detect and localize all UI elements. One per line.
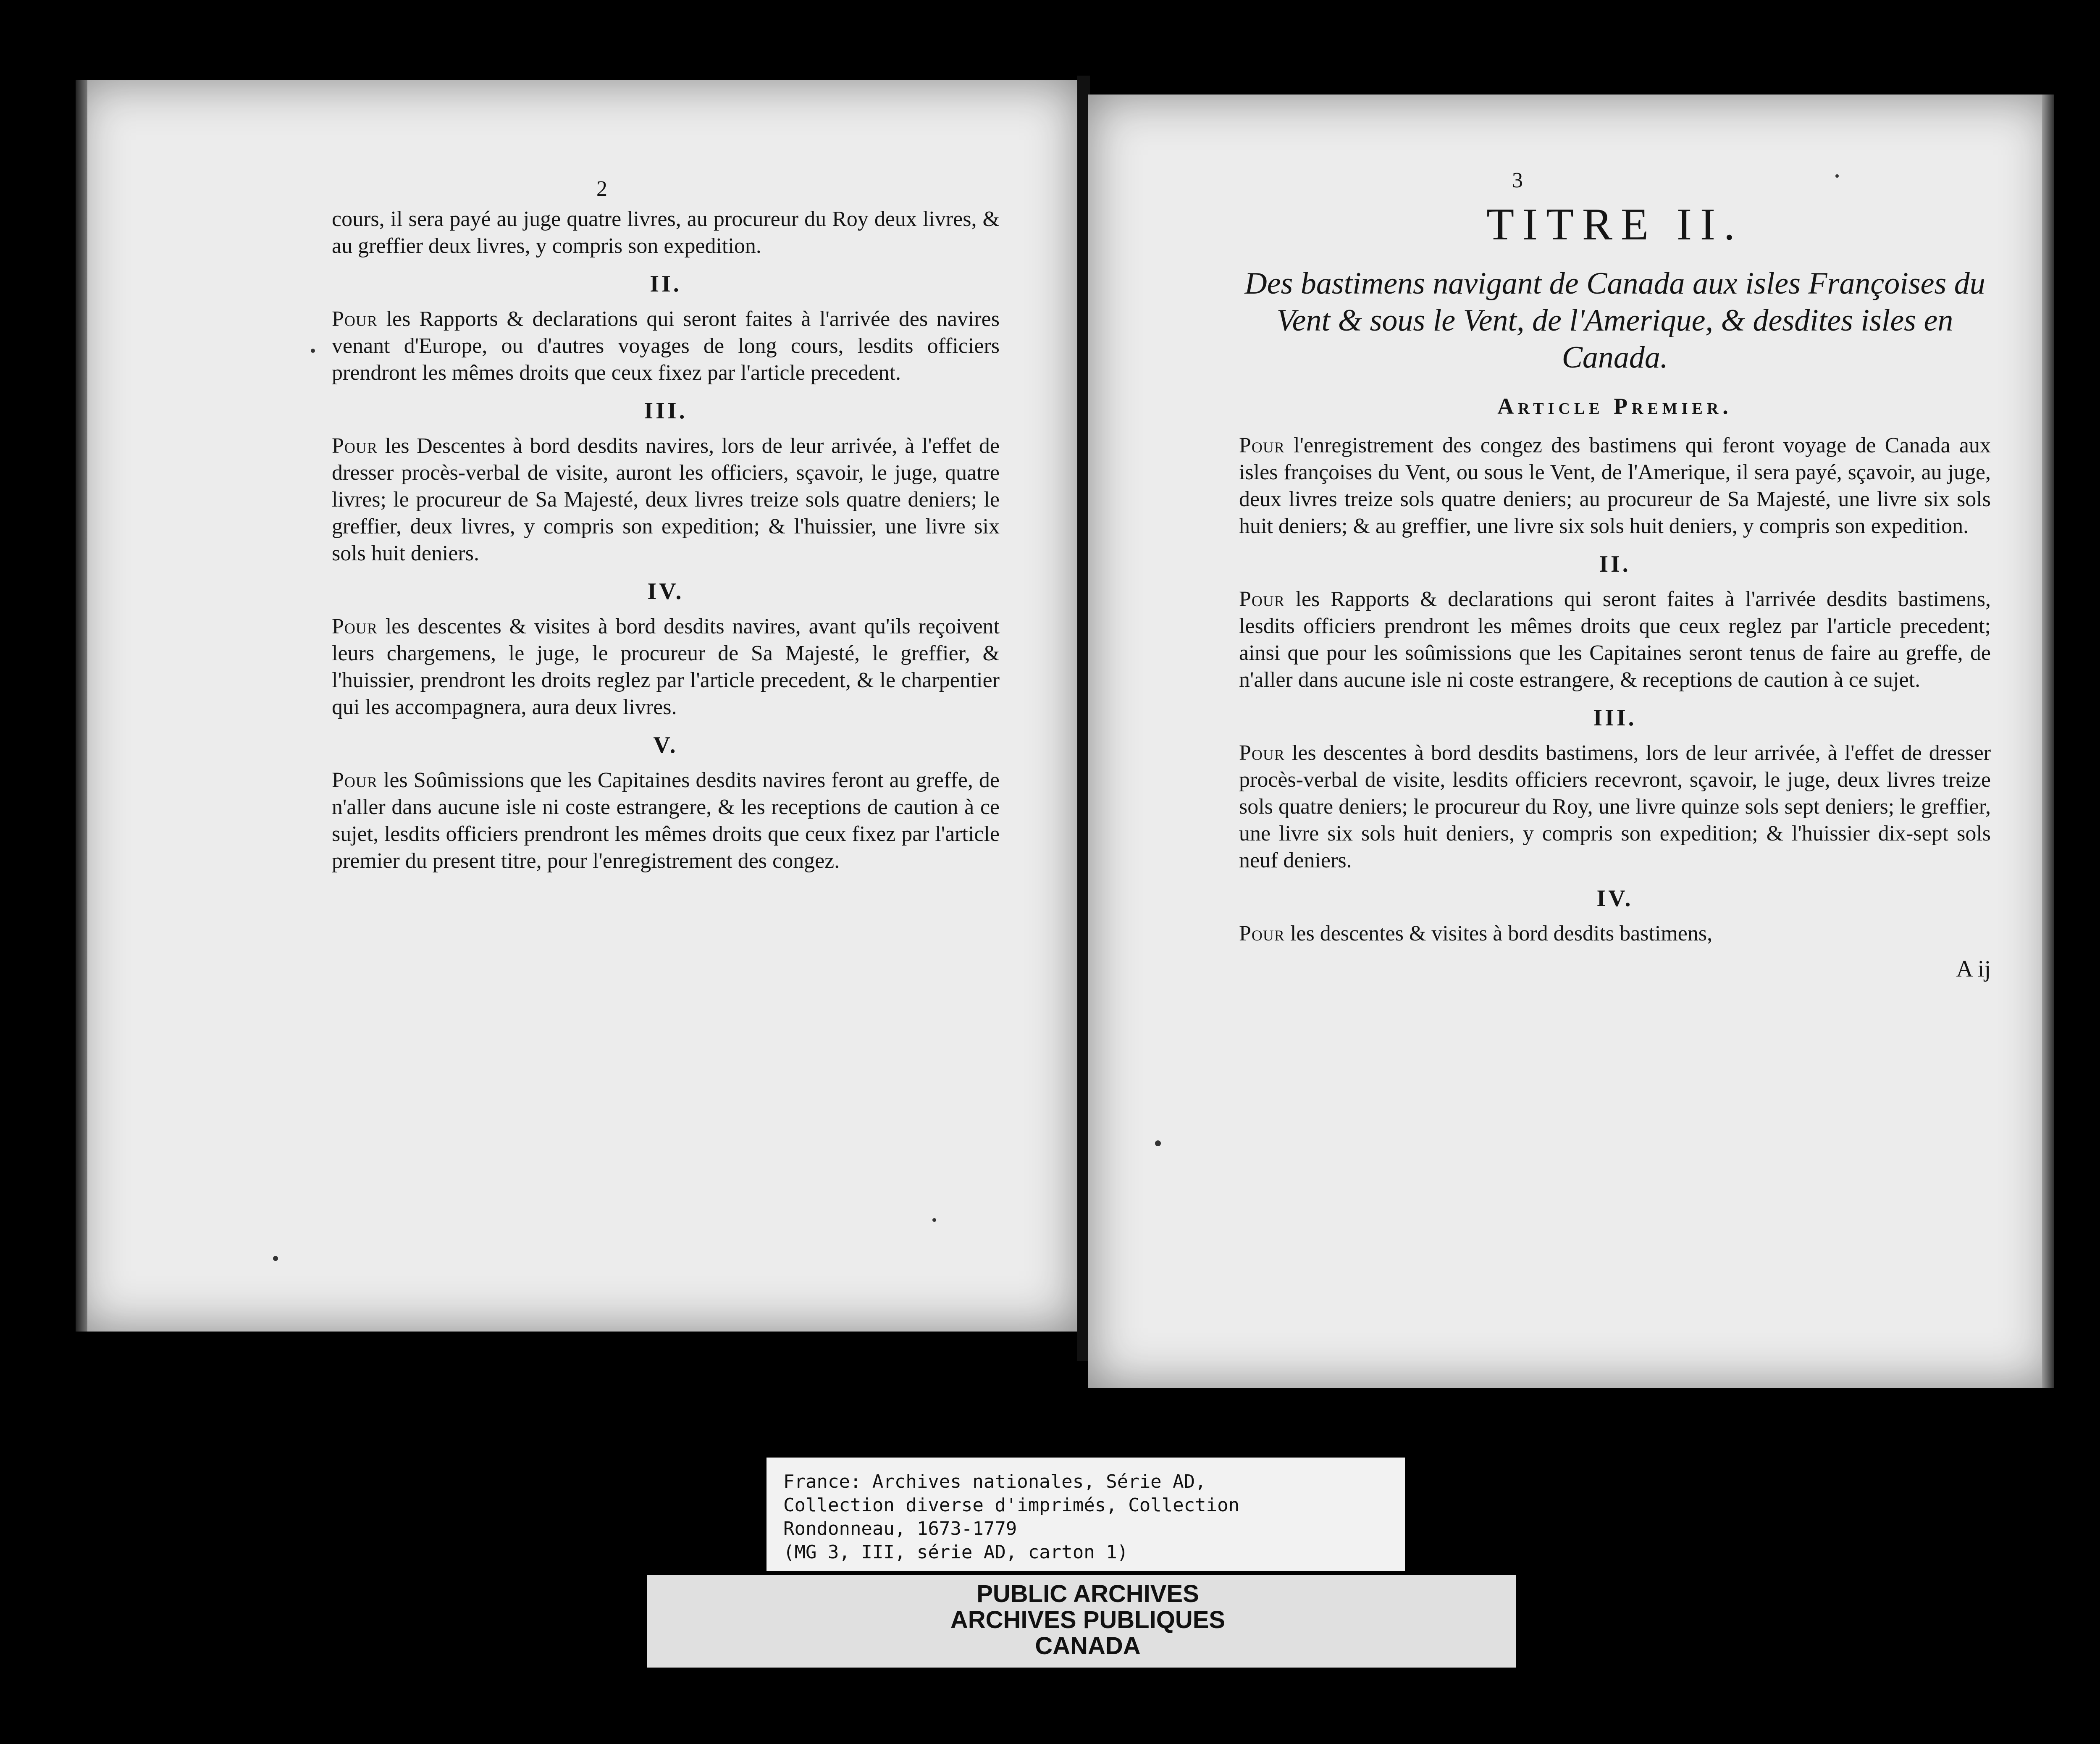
section-numeral: V. (653, 732, 678, 758)
paragraph-lead: Pour (1239, 922, 1285, 946)
article-paragraph (1239, 432, 1991, 540)
paragraph-lead: Pour (332, 307, 378, 331)
paragraph-lead: Pour (332, 768, 378, 792)
page-edge (2042, 95, 2054, 1388)
paragraph-text: les Soûmissions que les Capitaines desdits navires feront au greffe, de n'aller dans aucune isle ni coste estrangere, & les receptions de caution à ce sujet, lesdits officiers prendront les mêmes droits que ceux fixez par l'article premier du present titre, pour l'enregistrement des congez. (332, 768, 1000, 873)
paragraph-lead: Pour (1239, 587, 1285, 611)
paragraph-lead: Pour (332, 434, 378, 458)
stamp-line: CANADA (1035, 1632, 1141, 1660)
section-numeral: III. (644, 398, 688, 424)
stamp-line: PUBLIC ARCHIVES (976, 1580, 1199, 1607)
page-title: TITRE II. (1486, 200, 1743, 250)
paragraph-lead: Pour (1239, 433, 1285, 457)
archive-label-line: Rondonneau, 1673-1779 (783, 1518, 1017, 1539)
section-numeral: IV. (1596, 885, 1633, 911)
section-paragraph (332, 306, 1000, 386)
page-subtitle: Des bastimens navigant de Canada aux isles Françoises du Vent & sous le Vent, de l'Amerique, & desdites isles en Canada. (1244, 266, 1985, 375)
ink-speck (273, 1256, 278, 1261)
paragraph-lead: Pour (332, 615, 378, 638)
right-page-text (1239, 200, 1991, 982)
right-page (1088, 95, 2054, 1388)
section-numeral: IV. (647, 578, 684, 604)
ink-speck (932, 1218, 936, 1222)
archive-label-line: France: Archives nationales, Série AD, (783, 1471, 1206, 1492)
paragraph-lead: Pour (1239, 741, 1285, 765)
ink-speck (1155, 1140, 1161, 1146)
article-heading: Article Premier. (1497, 394, 1732, 419)
archive-label-line: (MG 3, III, série AD, carton 1) (783, 1542, 1129, 1563)
paragraph-text: les descentes à bord desdits bastimens, lors de leur arrivée, à l'effet de dresser procès-verbal de visite, lesdits officiers recevront, sçavoir, le juge, deux livres treize sols quatre deniers; le procureur du Roy, une livre quinze sols sept deniers; le greffier, une livre six sols huit deniers, y compris son expedition; & l'huissier dix-sept sols neuf deniers. (1239, 741, 1991, 872)
section-numeral: III. (1593, 705, 1637, 731)
paragraph-text: les Rapports & declarations qui seront faites à l'arrivée desdits bastimens, lesdits officiers prendront les mêmes droits que ceux reglez par l'article precedent; ainsi que pour les soûmissions que les Capitaines seront tenus de faire au greffe, de n'aller dans aucune isle ni coste estrangere, & receptions de caution à ce sujet. (1239, 587, 1991, 692)
archive-label-line: Collection diverse d'imprimés, Collection (783, 1494, 1240, 1516)
paragraph-text: l'enregistrement des congez des bastimens qui feront voyage de Canada aux isles françoises du Vent, ou sous le Vent, de l'Amerique, il sera payé, sçavoir, au juge, deux livres treize sols quatre deniers; au procureur de Sa Majesté, une livre six sols huit deniers; & au greffier, une livre six sols huit deniers, y compris son expedition. (1239, 433, 1991, 538)
section-paragraph (1239, 740, 1991, 874)
archive-label (766, 1458, 1405, 1571)
stamp-line: ARCHIVES PUBLIQUES (950, 1606, 1226, 1634)
paragraph-text: les Rapports & declarations qui seront faites à l'arrivée des navires venant d'Europe, ou d'autres voyages de long cours, lesdits officiers prendront les mêmes droits que ceux fixez par l'article precedent. (332, 307, 1000, 385)
page-number: 3 (1512, 168, 1523, 192)
signature-mark: A ij (1956, 956, 1991, 982)
archive-stamp-text (886, 1575, 1289, 1668)
left-page-text (332, 206, 1000, 885)
paragraph-text: les descentes & visites à bord desdits bastimens, (1290, 922, 1713, 946)
left-page (76, 80, 1079, 1332)
paragraph-text: les Descentes à bord desdits navires, lors de leur arrivée, à l'effet de dresser procès-verbal de visite, auront les officiers, sçavoir, le juge, quatre livres; le procureur de Sa Majesté, deux livres treize sols quatre deniers; le greffier, deux livres, y compris son expedition; & l'huissier, une livre six sols huit deniers. (332, 434, 1000, 565)
paragraph-text: les descentes & visites à bord desdits navires, avant qu'ils reçoivent leurs chargemens, le juge, le procureur de Sa Majesté, le greffier, & l'huissier, prendront les droits reglez par l'article precedent, & le charpentier qui les accompagnera, aura deux livres. (332, 615, 1000, 719)
ink-speck (311, 349, 315, 353)
section-paragraph (332, 613, 1000, 721)
ink-speck (1835, 174, 1839, 178)
section-paragraph (1239, 586, 1991, 693)
page-edge (76, 80, 87, 1332)
section-paragraph (332, 767, 1000, 875)
section-paragraph (332, 433, 1000, 567)
section-paragraph (1239, 920, 1991, 947)
section-numeral: II. (650, 271, 682, 297)
archive-stamp (647, 1575, 1516, 1668)
page-number: 2 (596, 177, 607, 201)
section-numeral: II. (1599, 551, 1631, 577)
opening-paragraph: cours, il sera payé au juge quatre livres, au procureur du Roy deux livres, & au greffier deux livres, y compris son expedition. (332, 207, 1000, 258)
